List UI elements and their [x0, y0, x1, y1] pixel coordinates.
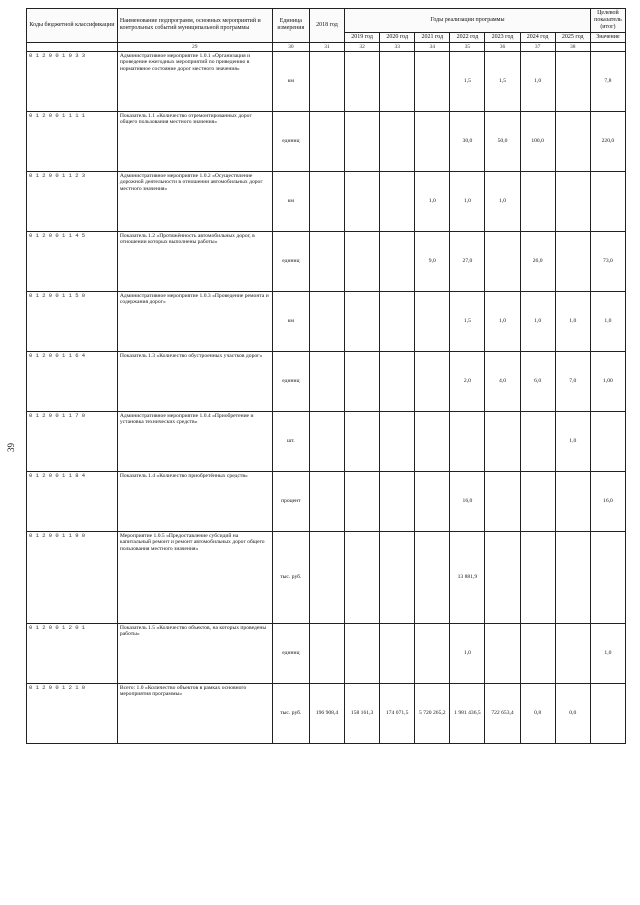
table-row — [27, 111, 626, 171]
row-year-value — [345, 171, 380, 231]
row-base-value — [309, 351, 344, 411]
row-unit: единиц — [272, 111, 309, 171]
row-year-value: 174 071,5 — [380, 683, 415, 743]
row-unit: км — [272, 51, 309, 111]
table-row — [27, 471, 626, 531]
row-code: 0 1 2 0 0 1 0 3 3 — [27, 51, 118, 111]
table-body — [27, 51, 626, 743]
row-code: 0 1 2 0 0 1 1 6 4 — [27, 351, 118, 411]
row-name: Показатель 1.2 «Протяжённость автомобильных дорог, в отношении которых выполнены работы» — [117, 231, 272, 291]
row-name: Всего: 1.0 «Количество объектов в рамках основного мероприятия программы» — [117, 683, 272, 743]
row-code: 0 1 2 0 0 1 1 9 0 — [27, 531, 118, 623]
row-year-value — [520, 623, 555, 683]
row-year-value: 7,0 — [555, 351, 590, 411]
row-name: Мероприятие 1.0.5 «Предоставление субсидий на капитальный ремонт и ремонт автомобильных дорог общего пользования местного значения» — [117, 531, 272, 623]
row-base-value — [309, 623, 344, 683]
row-year-value: 722 653,4 — [485, 683, 520, 743]
row-unit: тыс. руб. — [272, 531, 309, 623]
row-year-value — [485, 623, 520, 683]
row-year-value — [520, 471, 555, 531]
row-year-value — [485, 471, 520, 531]
row-year-value: 1,0 — [520, 51, 555, 111]
row-year-value — [555, 471, 590, 531]
row-year-value: 4,0 — [485, 351, 520, 411]
row-final-value — [590, 411, 625, 471]
row-year-value — [380, 471, 415, 531]
row-year-value — [555, 231, 590, 291]
column-number — [27, 42, 118, 51]
row-year-value — [345, 411, 380, 471]
row-year-value: 100,0 — [520, 111, 555, 171]
row-final-value: 7,8 — [590, 51, 625, 111]
row-year-value: 1,5 — [485, 51, 520, 111]
row-final-value: 1,0 — [590, 291, 625, 351]
column-number-row — [27, 42, 626, 51]
row-year-value — [520, 411, 555, 471]
header-year: 2024 год — [520, 32, 555, 42]
table-row — [27, 683, 626, 743]
row-year-value — [415, 411, 450, 471]
header-final-group: Целевой показатель (итог) — [590, 9, 625, 33]
table-row — [27, 171, 626, 231]
row-year-value — [485, 411, 520, 471]
row-code: 0 1 2 0 0 1 2 1 0 — [27, 683, 118, 743]
column-number: 33 — [380, 42, 415, 51]
header-group-row — [27, 9, 626, 33]
row-year-value — [380, 531, 415, 623]
row-final-value: 220,0 — [590, 111, 625, 171]
row-base-value — [309, 291, 344, 351]
row-year-value — [415, 291, 450, 351]
row-final-value — [590, 683, 625, 743]
row-year-value: 6,0 — [520, 351, 555, 411]
row-year-value: 1,5 — [450, 291, 485, 351]
row-name: Показатель 1.5 «Количество объектов, на которых проведены работы» — [117, 623, 272, 683]
column-number: 36 — [485, 42, 520, 51]
column-number: 31 — [309, 42, 344, 51]
row-year-value: 1,0 — [485, 291, 520, 351]
row-year-value: 0,8 — [520, 683, 555, 743]
row-year-value — [345, 111, 380, 171]
row-base-value — [309, 471, 344, 531]
row-year-value: 0,0 — [555, 683, 590, 743]
row-year-value — [345, 531, 380, 623]
row-year-value — [380, 623, 415, 683]
row-base-value — [309, 111, 344, 171]
row-year-value — [415, 51, 450, 111]
row-year-value — [555, 623, 590, 683]
row-year-value — [380, 411, 415, 471]
row-year-value — [380, 231, 415, 291]
row-code: 0 1 2 0 0 1 1 1 1 — [27, 111, 118, 171]
row-year-value — [555, 171, 590, 231]
row-name: Показатель 1.4 «Количество приобретённых средств» — [117, 471, 272, 531]
row-name: Административное мероприятие 1.0.2 «Осуществление дорожной деятельности в отношении автомобильных дорог местного значения» — [117, 171, 272, 231]
row-code: 0 1 2 0 0 1 1 4 5 — [27, 231, 118, 291]
row-final-value: 16,0 — [590, 471, 625, 531]
row-final-value: 1,00 — [590, 351, 625, 411]
row-year-value — [345, 471, 380, 531]
table-row — [27, 411, 626, 471]
column-number: 32 — [345, 42, 380, 51]
row-final-value — [590, 171, 625, 231]
row-year-value — [555, 531, 590, 623]
row-base-value — [309, 231, 344, 291]
row-year-value — [380, 171, 415, 231]
row-code: 0 1 2 0 0 1 1 2 3 — [27, 171, 118, 231]
header-base-year: 2018 год — [309, 9, 344, 43]
row-year-value — [380, 351, 415, 411]
header-year: 2023 год — [485, 32, 520, 42]
page-number: 39 — [6, 443, 16, 452]
row-year-value: 30,0 — [450, 111, 485, 171]
column-number: 34 — [415, 42, 450, 51]
row-year-value — [345, 351, 380, 411]
header-years-group: Годы реализации программы — [345, 9, 591, 33]
row-name: Показатель 1.1 «Количество отремонтированных дорог общего пользования местного значения» — [117, 111, 272, 171]
table-row — [27, 623, 626, 683]
column-number: 37 — [520, 42, 555, 51]
row-year-value: 5 720 265,2 — [415, 683, 450, 743]
table-row — [27, 531, 626, 623]
row-final-value: 1,0 — [590, 623, 625, 683]
row-year-value — [555, 111, 590, 171]
row-year-value: 1,0 — [520, 291, 555, 351]
row-name: Административное мероприятие 1.0.3 «Проведение ремонта и содержания дорог» — [117, 291, 272, 351]
row-unit: единиц — [272, 623, 309, 683]
row-base-value — [309, 531, 344, 623]
column-number: 30 — [272, 42, 309, 51]
header-unit: Единица измерения — [272, 9, 309, 43]
row-year-value: 1,0 — [485, 171, 520, 231]
column-number — [590, 42, 625, 51]
row-year-value — [450, 411, 485, 471]
row-year-value: 1,0 — [555, 291, 590, 351]
table-row — [27, 291, 626, 351]
row-year-value — [345, 231, 380, 291]
row-unit: тыс. руб. — [272, 683, 309, 743]
row-final-value: 73,0 — [590, 231, 625, 291]
row-name: Показатель 1.3 «Количество обустроенных участков дорог» — [117, 351, 272, 411]
table-row — [27, 351, 626, 411]
row-unit: шт. — [272, 411, 309, 471]
row-year-value — [485, 231, 520, 291]
row-unit: км — [272, 171, 309, 231]
header-year: 2025 год — [555, 32, 590, 42]
row-base-value: 196 908,4 — [309, 683, 344, 743]
row-year-value — [345, 291, 380, 351]
row-year-value: 27,0 — [450, 231, 485, 291]
row-year-value: 1,0 — [555, 411, 590, 471]
row-year-value — [380, 111, 415, 171]
header-year: 2021 год — [415, 32, 450, 42]
row-year-value: 2,0 — [450, 351, 485, 411]
row-year-value — [345, 51, 380, 111]
header-year: 2020 год — [380, 32, 415, 42]
row-base-value — [309, 51, 344, 111]
row-year-value: 13 881,9 — [450, 531, 485, 623]
row-year-value — [485, 531, 520, 623]
row-year-value: 1,0 — [415, 171, 450, 231]
row-code: 0 1 2 0 0 1 1 5 0 — [27, 291, 118, 351]
header-year: 2019 год — [345, 32, 380, 42]
row-year-value — [415, 111, 450, 171]
row-year-value — [520, 171, 555, 231]
row-code: 0 1 2 0 0 1 1 7 0 — [27, 411, 118, 471]
row-code: 0 1 2 0 0 1 2 0 1 — [27, 623, 118, 683]
row-base-value — [309, 171, 344, 231]
column-number: 35 — [450, 42, 485, 51]
row-code: 0 1 2 0 0 1 1 8 4 — [27, 471, 118, 531]
table-row — [27, 51, 626, 111]
row-year-value — [415, 531, 450, 623]
row-year-value: 9,0 — [415, 231, 450, 291]
row-year-value: 16,0 — [450, 471, 485, 531]
column-number: 29 — [117, 42, 272, 51]
row-name: Административное мероприятие 1.0.4 «Приобретение и установка технических средств» — [117, 411, 272, 471]
table-row — [27, 231, 626, 291]
row-unit: км — [272, 291, 309, 351]
program-table-sheet — [26, 8, 626, 744]
row-year-value — [520, 531, 555, 623]
row-year-value — [380, 291, 415, 351]
program-indicators-table — [26, 8, 626, 744]
row-year-value — [555, 51, 590, 111]
header-budget-codes: Коды бюджетной классификации — [27, 9, 118, 43]
row-unit: единиц — [272, 351, 309, 411]
row-year-value — [415, 623, 450, 683]
row-unit: процент — [272, 471, 309, 531]
column-number: 38 — [555, 42, 590, 51]
row-year-value: 26,0 — [520, 231, 555, 291]
row-year-value — [380, 51, 415, 111]
row-year-value: 1,0 — [450, 623, 485, 683]
row-unit: единиц — [272, 231, 309, 291]
row-year-value: 1,0 — [450, 171, 485, 231]
row-year-value: 50,0 — [485, 111, 520, 171]
row-year-value — [415, 471, 450, 531]
row-base-value — [309, 411, 344, 471]
row-year-value: 1,5 — [450, 51, 485, 111]
row-year-value: 158 161,3 — [345, 683, 380, 743]
row-year-value: 1 981 436,5 — [450, 683, 485, 743]
row-name: Административное мероприятие 1.0.1 «Организация и проведение ежегодных мероприятий по приведению в нормативное состояние дорог местного значения» — [117, 51, 272, 111]
header-final-value: Значение — [590, 32, 625, 42]
header-name: Наименование подпрограмм, основных мероприятий и контрольных событий муниципальной программы — [117, 9, 272, 43]
header-year: 2022 год — [450, 32, 485, 42]
row-year-value — [345, 623, 380, 683]
row-year-value — [415, 351, 450, 411]
row-final-value — [590, 531, 625, 623]
